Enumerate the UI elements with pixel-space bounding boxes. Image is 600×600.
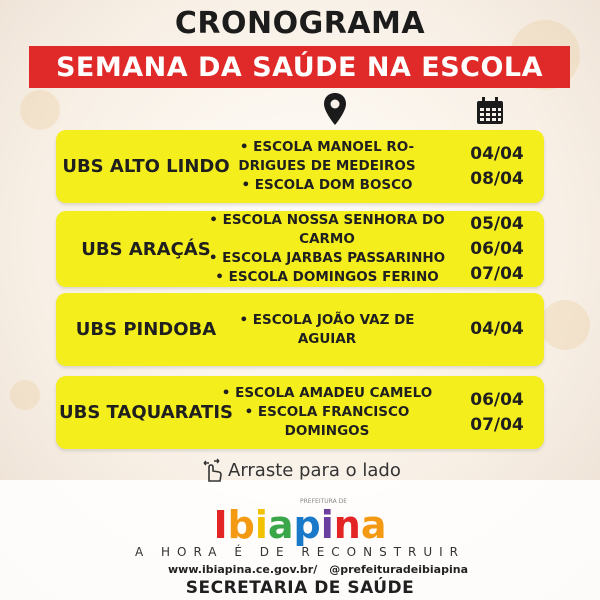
ubs-name: UBS PINDOBA	[75, 319, 217, 340]
school-line: AGUIAR	[297, 330, 357, 347]
social-handle[interactable]: @prefeituradeibiapina	[329, 563, 468, 576]
school-line: CARMO	[299, 231, 355, 247]
date: 06/04	[470, 389, 524, 410]
school-line: • ESCOLA NOSSA SENHORA DO	[209, 212, 445, 228]
swipe-label: Arraste para o lado	[228, 459, 401, 481]
date-list	[450, 376, 544, 449]
schedule-row	[56, 376, 544, 449]
ubs-name: UBS TAQUARATIS	[58, 402, 233, 423]
date: 07/04	[470, 414, 524, 435]
school-line: • ESCOLA JOÃO VAZ DE	[239, 311, 415, 328]
date: 08/04	[470, 168, 524, 189]
school-line: • ESCOLA FRANCISCO	[244, 404, 410, 420]
school-list	[204, 376, 450, 449]
date-list	[450, 211, 544, 287]
school-line: • ESCOLA JARBAS PASSARINHO	[208, 250, 446, 266]
schedule-row	[56, 211, 544, 287]
schedule-row	[56, 130, 544, 203]
website-link[interactable]: www.ibiapina.ce.gov.br/	[168, 563, 318, 576]
contact-links	[168, 563, 468, 576]
date-list	[450, 293, 544, 366]
school-list	[204, 130, 450, 203]
swipe-hand-icon	[200, 457, 224, 483]
school-line: • ESCOLA AMADEU CAMELO	[221, 385, 433, 401]
school-list	[204, 293, 450, 366]
school-line: • ESCOLA MANOEL RO-	[239, 139, 415, 155]
logo-small-text: PREFEITURA DE	[300, 498, 347, 505]
ubs-name: UBS ARAÇÁS	[81, 238, 211, 260]
school-line: • ESCOLA DOM BOSCO	[241, 177, 413, 193]
calendar-icon	[475, 96, 505, 126]
swipe-hint	[200, 455, 401, 485]
school-list	[204, 211, 450, 287]
location-pin-icon	[323, 92, 347, 126]
date: 04/04	[470, 319, 524, 339]
subtitle-banner: SEMANA DA SAÚDE NA ESCOLA	[29, 46, 570, 88]
school-line: • ESCOLA DOMINGOS FERINO	[215, 269, 439, 285]
ibiapina-logo: Ibiapina	[213, 503, 387, 547]
date: 04/04	[470, 143, 524, 164]
date-list	[450, 130, 544, 203]
slogan: A HORA É DE RECONSTRUIR	[134, 545, 466, 559]
school-line: DOMINGOS	[284, 423, 370, 439]
school-line: DRIGUES DE MEDEIROS	[238, 158, 416, 174]
date: 06/04	[470, 238, 524, 259]
department-name: SECRETARIA DE SAÚDE	[185, 578, 415, 598]
date: 07/04	[470, 263, 524, 284]
ubs-name: UBS ALTO LINDO	[62, 156, 230, 177]
page-title: CRONOGRAMA	[174, 6, 426, 41]
date: 05/04	[470, 213, 524, 234]
schedule-row	[56, 293, 544, 366]
